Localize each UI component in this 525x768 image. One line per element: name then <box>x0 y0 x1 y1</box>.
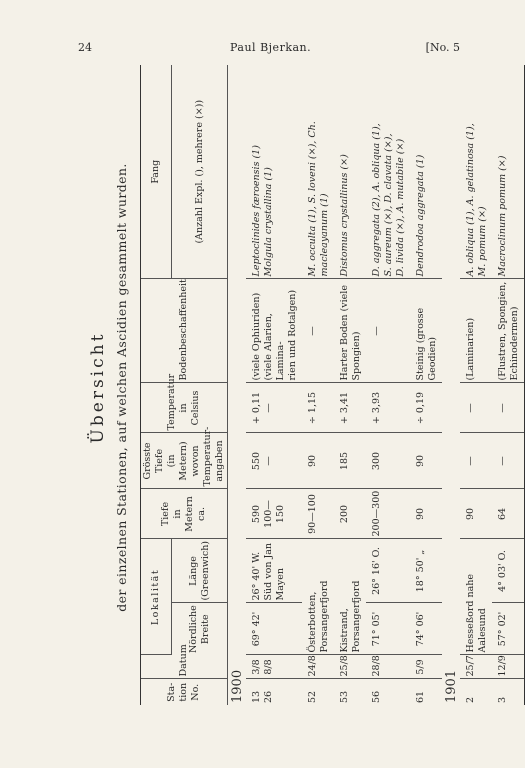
header-groesste-tiefe: Grösste Tiefe (in Metern) wovon Temperatur- angaben <box>141 433 228 489</box>
cell-groesste-tiefe: 300 <box>366 433 410 489</box>
year-label: 1900 <box>230 669 245 703</box>
cell-fang: Leptoclinides færoensis (1) Molgula crystallina (1) <box>246 65 302 279</box>
header-station: Sta- tion No. <box>141 679 228 705</box>
header-tiefe: Tiefe in Metern ca. <box>141 489 228 539</box>
table-subtitle: der einzelnen Stationen, auf welchen Ascidien gesammelt wurden. <box>114 163 129 612</box>
cell-breite: 71° 05' <box>366 603 410 655</box>
cell-datum: 25/8 <box>334 655 366 679</box>
cell-laenge-value: 26° 40' W. <box>251 551 262 601</box>
year-row-1901 <box>442 65 460 705</box>
cell-datum: 5/9 <box>410 655 442 679</box>
cell-breite: 69° 42' <box>246 603 302 655</box>
cell-station: 52 <box>307 690 318 703</box>
cell-station: 3 <box>492 679 525 705</box>
cell-lokalitaet: Österbotten, Porsangerfjord <box>302 539 334 655</box>
rotated-table-sheet <box>80 60 520 715</box>
cell-boden: Steinig (grosse Geodien) <box>410 279 442 383</box>
header-fang: Fang <box>141 65 172 279</box>
cell-temperatur: — <box>492 383 525 433</box>
cell-boden: (Flustren, Spongien, Echinodermen) <box>492 279 525 383</box>
header-boden: Bodenbeschaffenheit <box>141 279 228 383</box>
cell-station: 13 26 <box>251 690 274 703</box>
cell-tiefe: 90 <box>460 489 492 539</box>
cell-tiefe: 64 <box>492 489 525 539</box>
cell-groesste-tiefe: 90 <box>410 433 442 489</box>
cell-station: 56 <box>371 690 382 703</box>
cell-station: 2 <box>465 696 476 703</box>
cell-lokalitaet: Kistrand, Porsangerfjord <box>334 539 366 655</box>
header-fang-sub: (Anzahl Expl. (), mehrere (×)) <box>172 65 228 279</box>
header-temperatur: Temperatur in Celsius <box>141 383 228 433</box>
cell-fang: Macroclinum pomum (×) <box>492 65 525 279</box>
cell-lokalitaet-extra: Süd von Jan Mayen <box>263 542 286 601</box>
cell-boden: — <box>302 279 334 383</box>
header-breite: Nördliche Breite <box>172 603 228 655</box>
cell-groesste-tiefe: — <box>492 433 525 489</box>
cell-laenge: 4° 03' O. <box>492 539 525 603</box>
cell-datum: 25/7 <box>460 655 492 679</box>
cell-boden: Harter Boden (viele Spongien) <box>334 279 366 383</box>
cell-tiefe: 90—100 <box>302 489 334 539</box>
cell-station: 53 <box>339 690 350 703</box>
cell-breite: 57° 02' <box>492 603 525 655</box>
cell-laenge: 26° 16' O. <box>366 539 410 603</box>
table-row <box>410 65 442 705</box>
cell-datum: 28/8 <box>366 655 410 679</box>
header-laenge: Länge (Greenwich) <box>172 539 228 603</box>
running-author: Paul Bjerkan. <box>230 41 312 54</box>
cell-fang: M. occulta (1), S. loveni (×), Ch. macleayanum (1) <box>302 65 334 279</box>
header-datum: Datum <box>141 655 228 679</box>
cell-groesste-tiefe: 550 — <box>246 433 302 489</box>
table-row <box>366 65 410 705</box>
cell-station: 61 <box>415 690 426 703</box>
cell-laenge: 18° 50' „ <box>410 539 442 603</box>
year-label: 1901 <box>444 669 459 703</box>
cell-tiefe: 200—300 <box>366 489 410 539</box>
cell-fang: D. aggregata (2), A. obliqua (1), S. aureum (×), D. clavata (×), D. livida (×), A. mutabile (×) <box>366 65 410 279</box>
table-row <box>492 65 525 705</box>
stations-table <box>140 65 525 705</box>
table-row <box>460 65 492 705</box>
cell-temperatur: ÷ 1,15 <box>302 383 334 433</box>
table-row <box>302 65 334 705</box>
series-number: [No. 5 <box>425 41 460 54</box>
cell-datum: 24/8 <box>302 655 334 679</box>
cell-laenge <box>246 539 302 603</box>
cell-fang: Distomus crystallinus (×) <box>334 65 366 279</box>
cell-groesste-tiefe: — <box>460 433 492 489</box>
cell-datum: 12/9 <box>492 655 525 679</box>
cell-boden: (viele Ophiuriden) (viele Alarien, Lamina- rien und Rotalgen) <box>246 279 302 383</box>
cell-temperatur: ÷ 0,19 <box>410 383 442 433</box>
header-lokalitaet: Lokalität <box>141 539 172 655</box>
cell-temperatur: + 0,11 — <box>246 383 302 433</box>
cell-tiefe: 90 <box>410 489 442 539</box>
cell-breite: 74° 06' <box>410 603 442 655</box>
cell-fang: Dendrodoa aggregata (1) <box>410 65 442 279</box>
cell-temperatur: + 3,41 <box>334 383 366 433</box>
page-number: 24 <box>78 41 92 54</box>
cell-tiefe: 590 100—150 <box>246 489 302 539</box>
running-header <box>78 40 460 56</box>
table-row <box>334 65 366 705</box>
table-row <box>246 65 302 705</box>
table-title: Übersicht <box>88 331 108 444</box>
cell-temperatur: + 3,93 <box>366 383 410 433</box>
cell-groesste-tiefe: 185 <box>334 433 366 489</box>
cell-tiefe: 200 <box>334 489 366 539</box>
cell-lokalitaet: Hesseßord nahe Aalesund <box>460 539 492 655</box>
cell-fang: A. obliqua (1), A. gelatinosa (1), M. pomum (×) <box>460 65 492 279</box>
cell-boden: (Laminarien) <box>460 279 492 383</box>
cell-boden: — <box>366 279 410 383</box>
cell-groesste-tiefe: 90 <box>302 433 334 489</box>
year-row-1900 <box>228 65 247 705</box>
cell-datum: 3/8 8/8 <box>246 655 302 679</box>
cell-temperatur: — <box>460 383 492 433</box>
